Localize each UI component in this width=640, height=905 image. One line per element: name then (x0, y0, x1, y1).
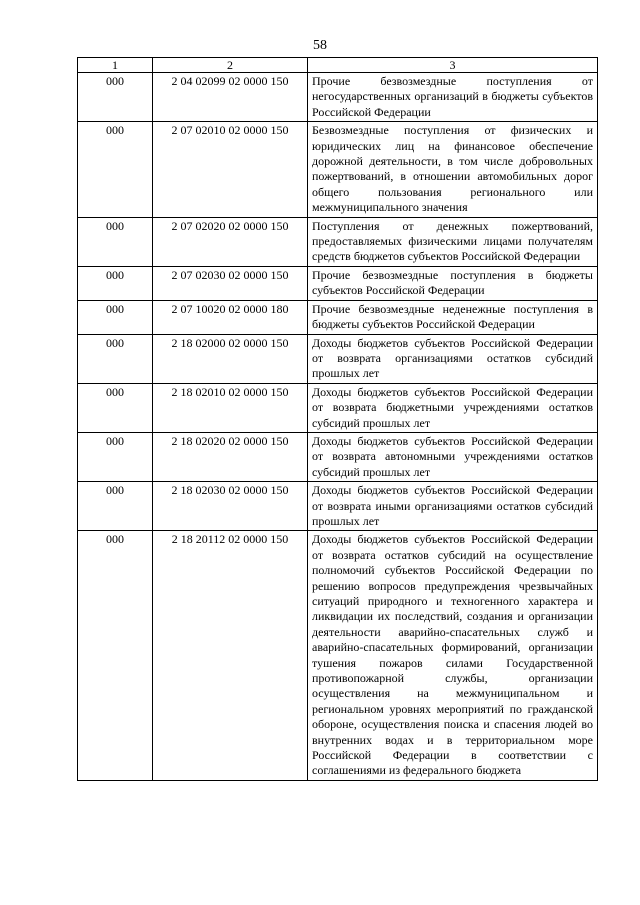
revenue-name-cell: Поступления от денежных пожертвований, предоставляемых физическими лицами получателям средств бюджетов субъектов Российской Федерации (308, 217, 598, 266)
table-row (78, 217, 598, 266)
table-header (78, 58, 598, 73)
revenue-code-cell: 2 18 02010 02 0000 150 (153, 383, 308, 432)
revenue-name-cell: Доходы бюджетов субъектов Российской Федерации от возврата бюджетными учреждениями остатков субсидий прошлых лет (308, 383, 598, 432)
revenue-name-cell: Доходы бюджетов субъектов Российской Федерации от возврата автономными учреждениями остатков субсидий прошлых лет (308, 432, 598, 481)
table-row (78, 266, 598, 300)
revenue-code-cell: 2 07 02030 02 0000 150 (153, 266, 308, 300)
header-col-3: 3 (308, 58, 598, 73)
table-row (78, 73, 598, 122)
admin-code-cell: 000 (78, 73, 153, 122)
header-row (78, 58, 598, 73)
revenue-name-cell: Безвозмездные поступления от физических и юридических лиц на финансовое обеспечение дорожной деятельности, в том числе добровольных пожертвований, в отношении автомобильных дорог общего пользования регионального или межмуниципального значения (308, 122, 598, 217)
revenue-name-cell: Прочие безвозмездные неденежные поступления в бюджеты субъектов Российской Федерации (308, 300, 598, 334)
table-row (78, 300, 598, 334)
table-row (78, 334, 598, 383)
admin-code-cell: 000 (78, 122, 153, 217)
admin-code-cell: 000 (78, 432, 153, 481)
admin-code-cell: 000 (78, 300, 153, 334)
revenue-name-cell: Прочие безвозмездные поступления в бюджеты субъектов Российской Федерации (308, 266, 598, 300)
table-row (78, 432, 598, 481)
table-row (78, 531, 598, 781)
table-body (78, 73, 598, 781)
revenue-code-cell: 2 18 02000 02 0000 150 (153, 334, 308, 383)
admin-code-cell: 000 (78, 217, 153, 266)
header-col-1: 1 (78, 58, 153, 73)
table-row (78, 482, 598, 531)
revenue-code-cell: 2 07 02020 02 0000 150 (153, 217, 308, 266)
budget-revenue-table (77, 57, 598, 781)
revenue-name-cell: Доходы бюджетов субъектов Российской Федерации от возврата остатков субсидий на осуществление полномочий субъектов Российской Федерации по решению вопросов предупреждения чрезвычайных ситуаций природного и техногенного характера и ликвидации их последствий, создания и организации деятельности аварийно-спасательных служб и аварийно-спасательных формирований, организации тушения пожаров силами Государственной противопожарной службы, организации осуществления на межмуниципальном и региональном уровнях мероприятий по гражданской обороне, осуществления поиска и спасения людей во внутренних водах и в территориальном море Российской Федерации в соответствии с соглашениями из федерального бюджета (308, 531, 598, 781)
revenue-code-cell: 2 18 20112 02 0000 150 (153, 531, 308, 781)
page-number: 58 (313, 38, 327, 53)
revenue-code-cell: 2 07 02010 02 0000 150 (153, 122, 308, 217)
revenue-code-cell: 2 04 02099 02 0000 150 (153, 73, 308, 122)
revenue-code-cell: 2 18 02020 02 0000 150 (153, 432, 308, 481)
revenue-name-cell: Доходы бюджетов субъектов Российской Федерации от возврата организациями остатков субсидий прошлых лет (308, 334, 598, 383)
revenue-name-cell: Прочие безвозмездные поступления от негосударственных организаций в бюджеты субъектов Российской Федерации (308, 73, 598, 122)
admin-code-cell: 000 (78, 383, 153, 432)
admin-code-cell: 000 (78, 531, 153, 781)
revenue-code-cell: 2 18 02030 02 0000 150 (153, 482, 308, 531)
revenue-code-cell: 2 07 10020 02 0000 180 (153, 300, 308, 334)
table-row (78, 383, 598, 432)
header-col-2: 2 (153, 58, 308, 73)
admin-code-cell: 000 (78, 266, 153, 300)
revenue-name-cell: Доходы бюджетов субъектов Российской Федерации от возврата иными организациями остатков субсидий прошлых лет (308, 482, 598, 531)
admin-code-cell: 000 (78, 482, 153, 531)
admin-code-cell: 000 (78, 334, 153, 383)
table-row (78, 122, 598, 217)
